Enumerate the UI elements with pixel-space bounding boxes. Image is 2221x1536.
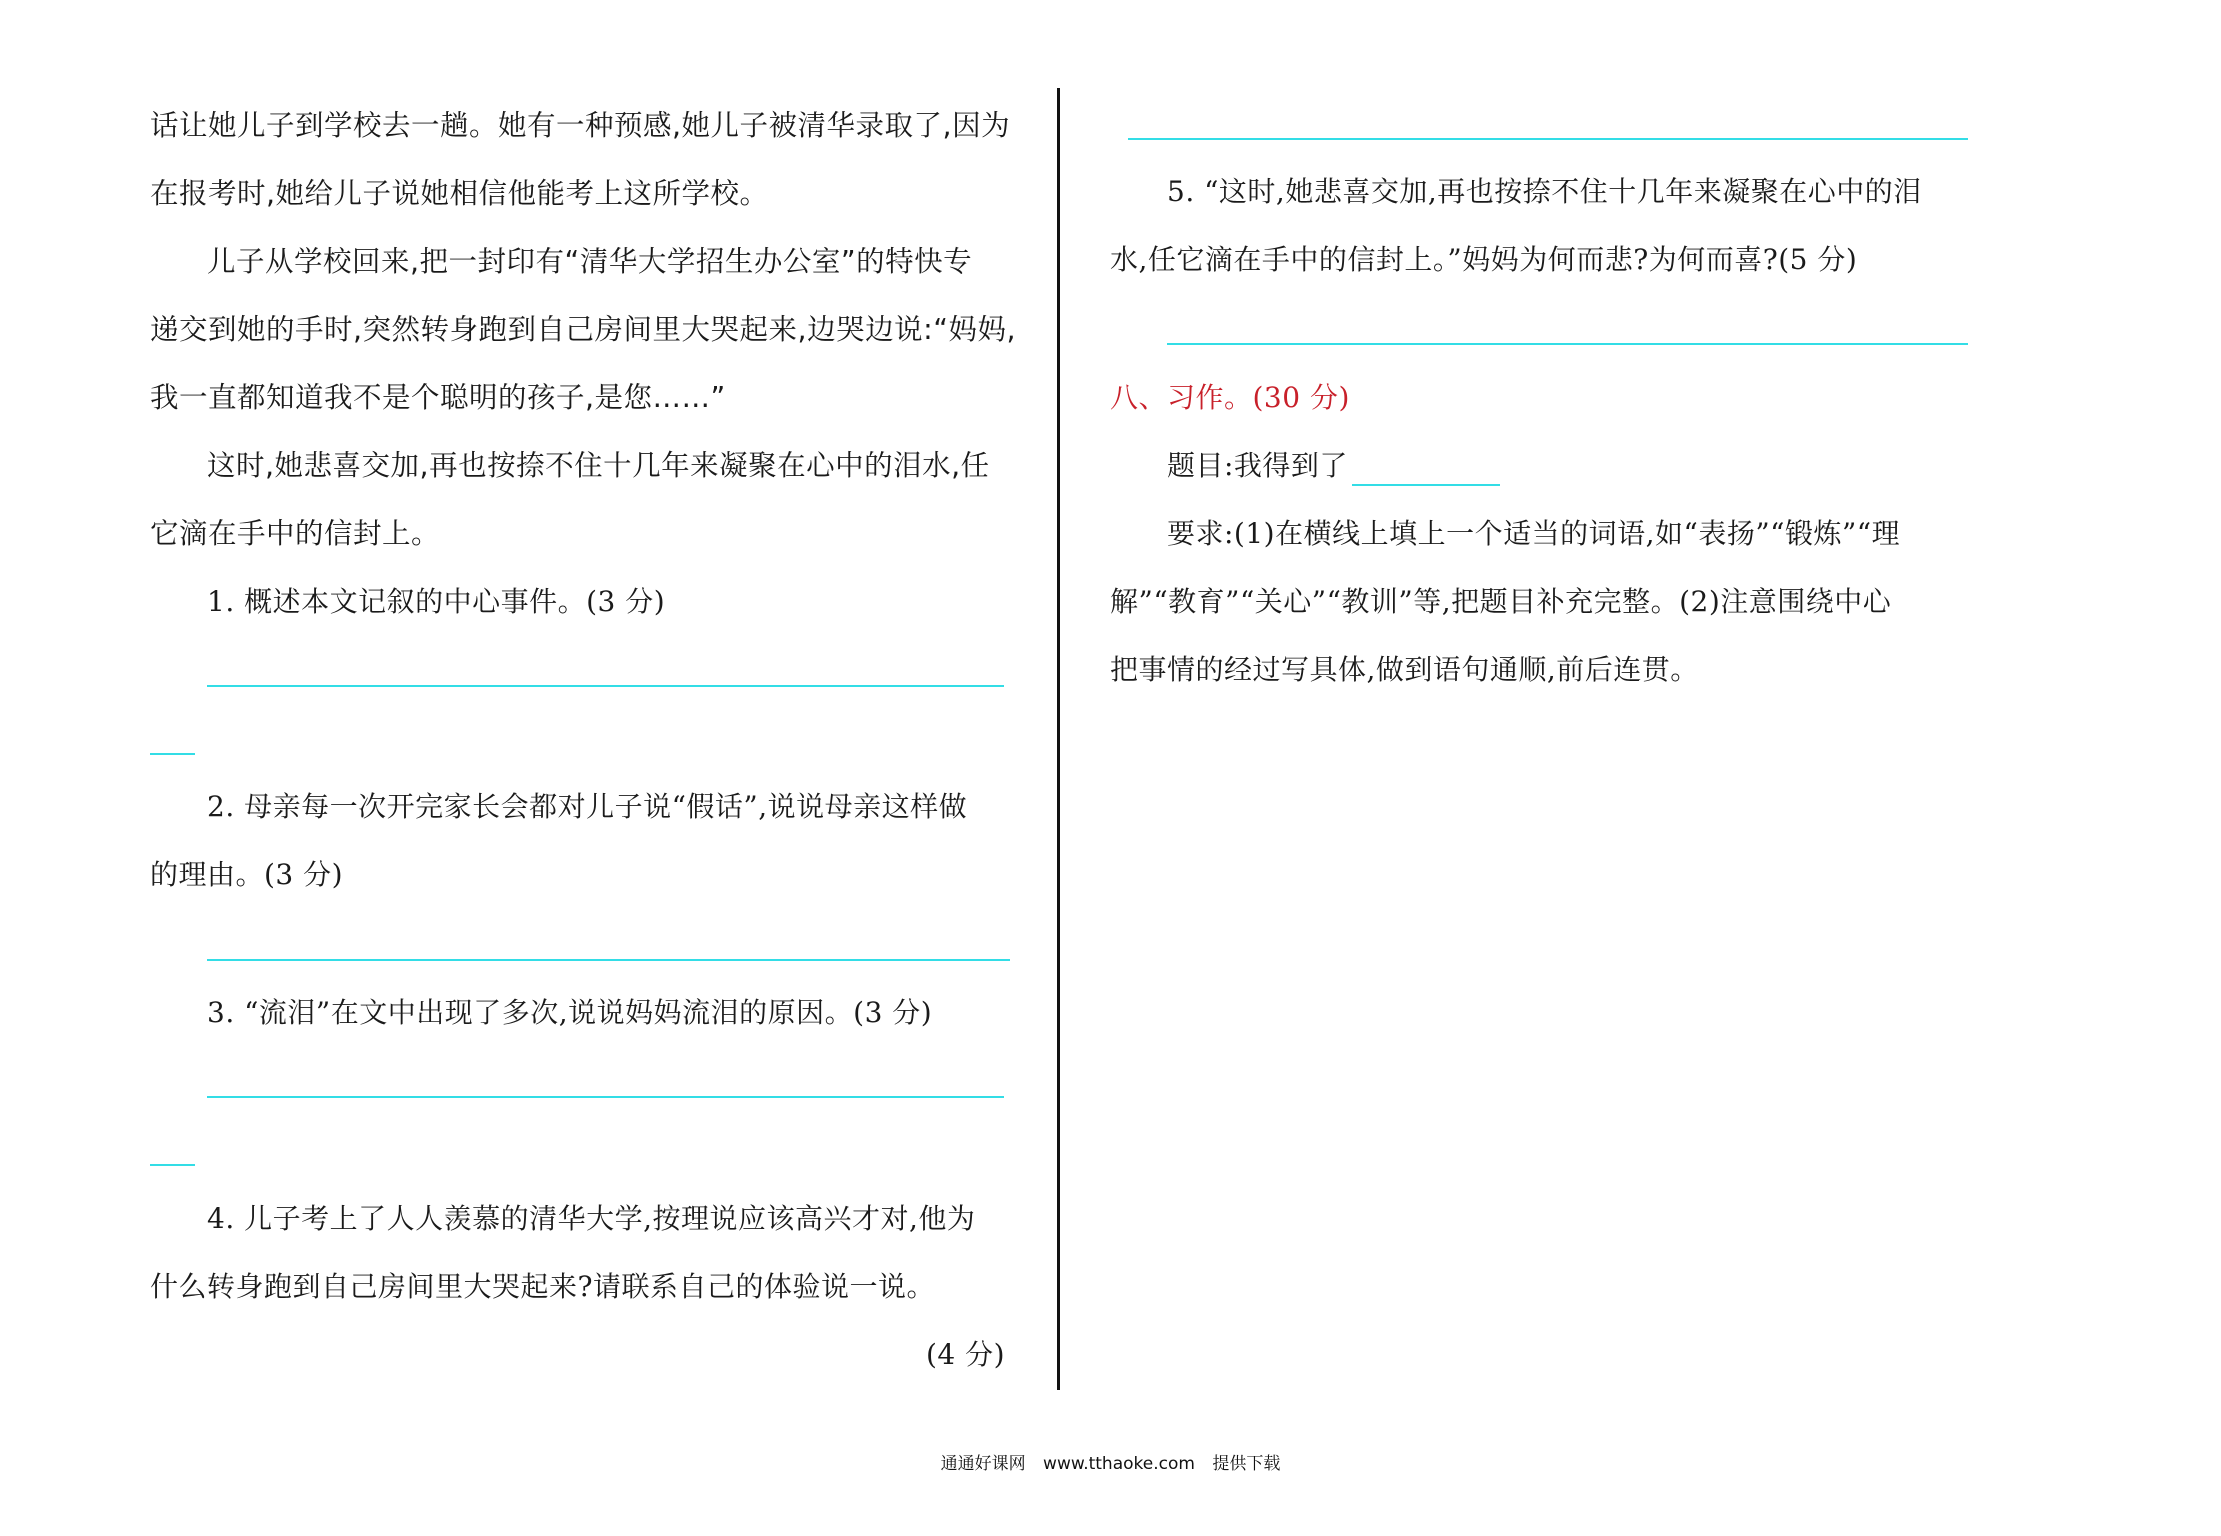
passage-line-3: 儿子从学校回来,把一封印有“清华大学招生办公室”的特快专	[207, 245, 973, 278]
question-4-line-2: 什么转身跑到自己房间里大哭起来?请联系自己的体验说一说。	[150, 1270, 936, 1303]
topic-blank[interactable]	[1352, 454, 1500, 486]
passage-line-2: 在报考时,她给儿子说她相信他能考上这所学校。	[150, 177, 769, 210]
answer-line[interactable]	[207, 959, 1010, 961]
answer-line[interactable]	[150, 1164, 195, 1166]
passage-line-5: 我一直都知道我不是个聪明的孩子,是您……”	[150, 381, 726, 414]
question-4-points: (4 分)	[926, 1338, 1006, 1371]
answer-line[interactable]	[1128, 138, 1968, 140]
question-5-line-2: 水,任它滴在手中的信封上。”妈妈为何而悲?为何而喜?(5 分)	[1110, 243, 1858, 276]
footer-url[interactable]: www.tthaoke.com	[1043, 1454, 1195, 1474]
page-footer	[0, 1452, 2221, 1476]
essay-topic-text: 题目:我得到了	[1167, 449, 1348, 482]
passage-line-4: 递交到她的手时,突然转身跑到自己房间里大哭起来,边哭边说:“妈妈,	[150, 313, 1017, 346]
passage-line-6: 这时,她悲喜交加,再也按捺不住十几年来凝聚在心中的泪水,任	[207, 449, 990, 482]
question-1: 1. 概述本文记叙的中心事件。(3 分)	[207, 585, 666, 618]
answer-line[interactable]	[1167, 343, 1968, 345]
answer-line[interactable]	[207, 1096, 1004, 1098]
answer-line[interactable]	[207, 685, 1004, 687]
footer-suffix: 提供下载	[1212, 1454, 1281, 1474]
requirement-line-1: 要求:(1)在横线上填上一个适当的词语,如“表扬”“锻炼”“理	[1167, 517, 1901, 550]
question-3: 3. “流泪”在文中出现了多次,说说妈妈流泪的原因。(3 分)	[207, 996, 933, 1029]
question-2-line-1: 2. 母亲每一次开完家长会都对儿子说“假话”,说说母亲这样做	[207, 790, 968, 823]
passage-line-7: 它滴在手中的信封上。	[150, 517, 441, 550]
requirement-line-2: 解”“教育”“关心”“教训”等,把题目补充完整。(2)注意围绕中心	[1110, 585, 1892, 618]
requirement-line-3: 把事情的经过写具体,做到语句通顺,前后连贯。	[1110, 653, 1699, 686]
section-heading: 八、习作。(30 分)	[1110, 381, 1350, 414]
question-4-line-1: 4. 儿子考上了人人羡慕的清华大学,按理说应该高兴才对,他为	[207, 1202, 976, 1235]
essay-topic	[1167, 446, 1500, 486]
passage-line-1: 话让她儿子到学校去一趟。她有一种预感,她儿子被清华录取了,因为	[150, 109, 1011, 142]
question-2-line-2: 的理由。(3 分)	[150, 858, 344, 891]
answer-line[interactable]	[150, 753, 195, 755]
question-5-line-1: 5. “这时,她悲喜交加,再也按捺不住十几年来凝聚在心中的泪	[1167, 175, 1922, 208]
footer-site-name: 通通好课网	[940, 1454, 1026, 1474]
column-divider	[1057, 88, 1060, 1390]
